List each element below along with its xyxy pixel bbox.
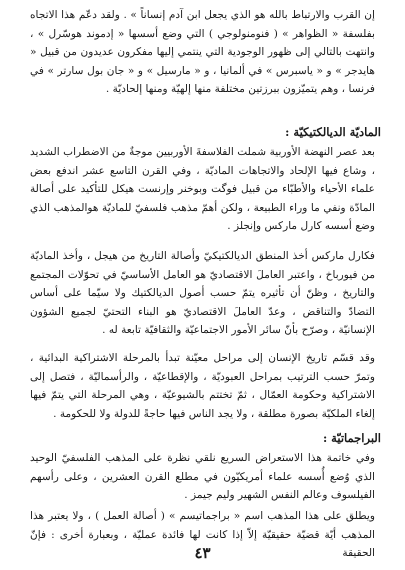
paragraph-marx-theory: فكارل ماركس أخذ المنطق الديالكتيكيّ وأصالة التاريخ من هيجل ، وأخذ الماديّة من فيورباخ ، واعتبر العاملَ الاقتصاديّ هو العامل الأساسيّ في تحوّلات المجتمع والتاريخ ، وظنّ أن تأثيره يتمّ حسب أصول الديالكتيك ولا سيّما على أساس التضادّ والتناقض ، وعدّ العاملَ الاقتصاديّ هو البناء التحتيّ لجميع الشؤون الإنسانيّة ، وصرّح بأنّ سائر الأمور الاجتماعيّة والثقافيّة تابعة له . <box>30 250 375 337</box>
heading-dialectical-materialism: الماديّة الديالكتيكيّة : <box>285 125 381 139</box>
paragraph-pragmatism-definition: ويطلق على هذا المذهب اسم « براجماتيسم » ( أصالة العمل ) ، ولا يعتبر هذا المذهب أيّة قضيّة حقيقيّة إلاّ إذا كانت لها فائدة عمليّة ، وبعبارة أخرى : فإنّ الحقيقة <box>30 510 375 560</box>
paragraph-materialism-origins: بعد عصر النهضة الأوربية شملت الفلاسفةَ الأوربيين موجةٌ من الاضطراب الشديد ، وشاع فيها الإلحاد والاتجاهات الماديّة ، وفي القرن التاسع عشر اندفع بعض علماء الأحياء والأطبّاء من قبيل فوگت وبوخنر وإرنست هيكل للتأكيد على أصالة المادّة ونفي ما وراء الطبيعة ، ولكن أهمّ مذهب فلسفيّ للماديّة هوالمذهب الذي وضع أسسه كارل ماركس وإنجلز . <box>30 146 375 233</box>
heading-pragmatism: البراجماتيّة : <box>322 431 381 445</box>
page-number: ٤٣ <box>194 544 211 562</box>
paragraph-pragmatism-intro: وفي خاتمة هذا الاستعراض السريع نلقي نظرة على المذهب الفلسفيّ الوحيد الذي وُضع أُسسه علماء أمريكيّون في مطلع القرن العشرين ، وعلى رأسهم الفيلسوف وعالم النفس الشهير وليم جيمز . <box>30 452 375 502</box>
paragraph-existentialism: إن القرب والارتباط بالله هو الذي يجعل ابن آدم إنساناً » . ولقد دعّم هذا الاتجاه بفلسفة « الظواهر » ( فنومنولوجي ) التي وضع أسسها « إدموند هوسّرل » ، وانتهت بالتالي إلى ظهور الوجودية التي ينتمي إليها مفكرون عديدون من قبيل « هايدجر » و « ياسبرس » في ألمانيا ، و « مارسيل » و « جان بول سارتر » في فرنسا ، وهم يتميّزون ببرزتين مختلفة منها إلهيّة ومنها إلحاديّة . <box>30 9 375 96</box>
paragraph-history-stages: وقد قسّم تاريخ الإنسان إلى مراحل معيّنة تبدأ بالمرحلة الاشتراكية البدائية ، وتمرّ حسب الترتيب بمراحل العبوديّة ، والإقطاعيّة ، والرأسماليّة ، فتصل إلى الاشتراكية وحكومة العمّال ، ثمّ تختتم بالشيوعيّة ، وهي المرحلة التي يتمّ فيها إلغاء الملكيّة بصورة مطلقة ، ولا يجد الناس فيها حاجةً للدولة ولا للحكومة . <box>30 352 375 420</box>
